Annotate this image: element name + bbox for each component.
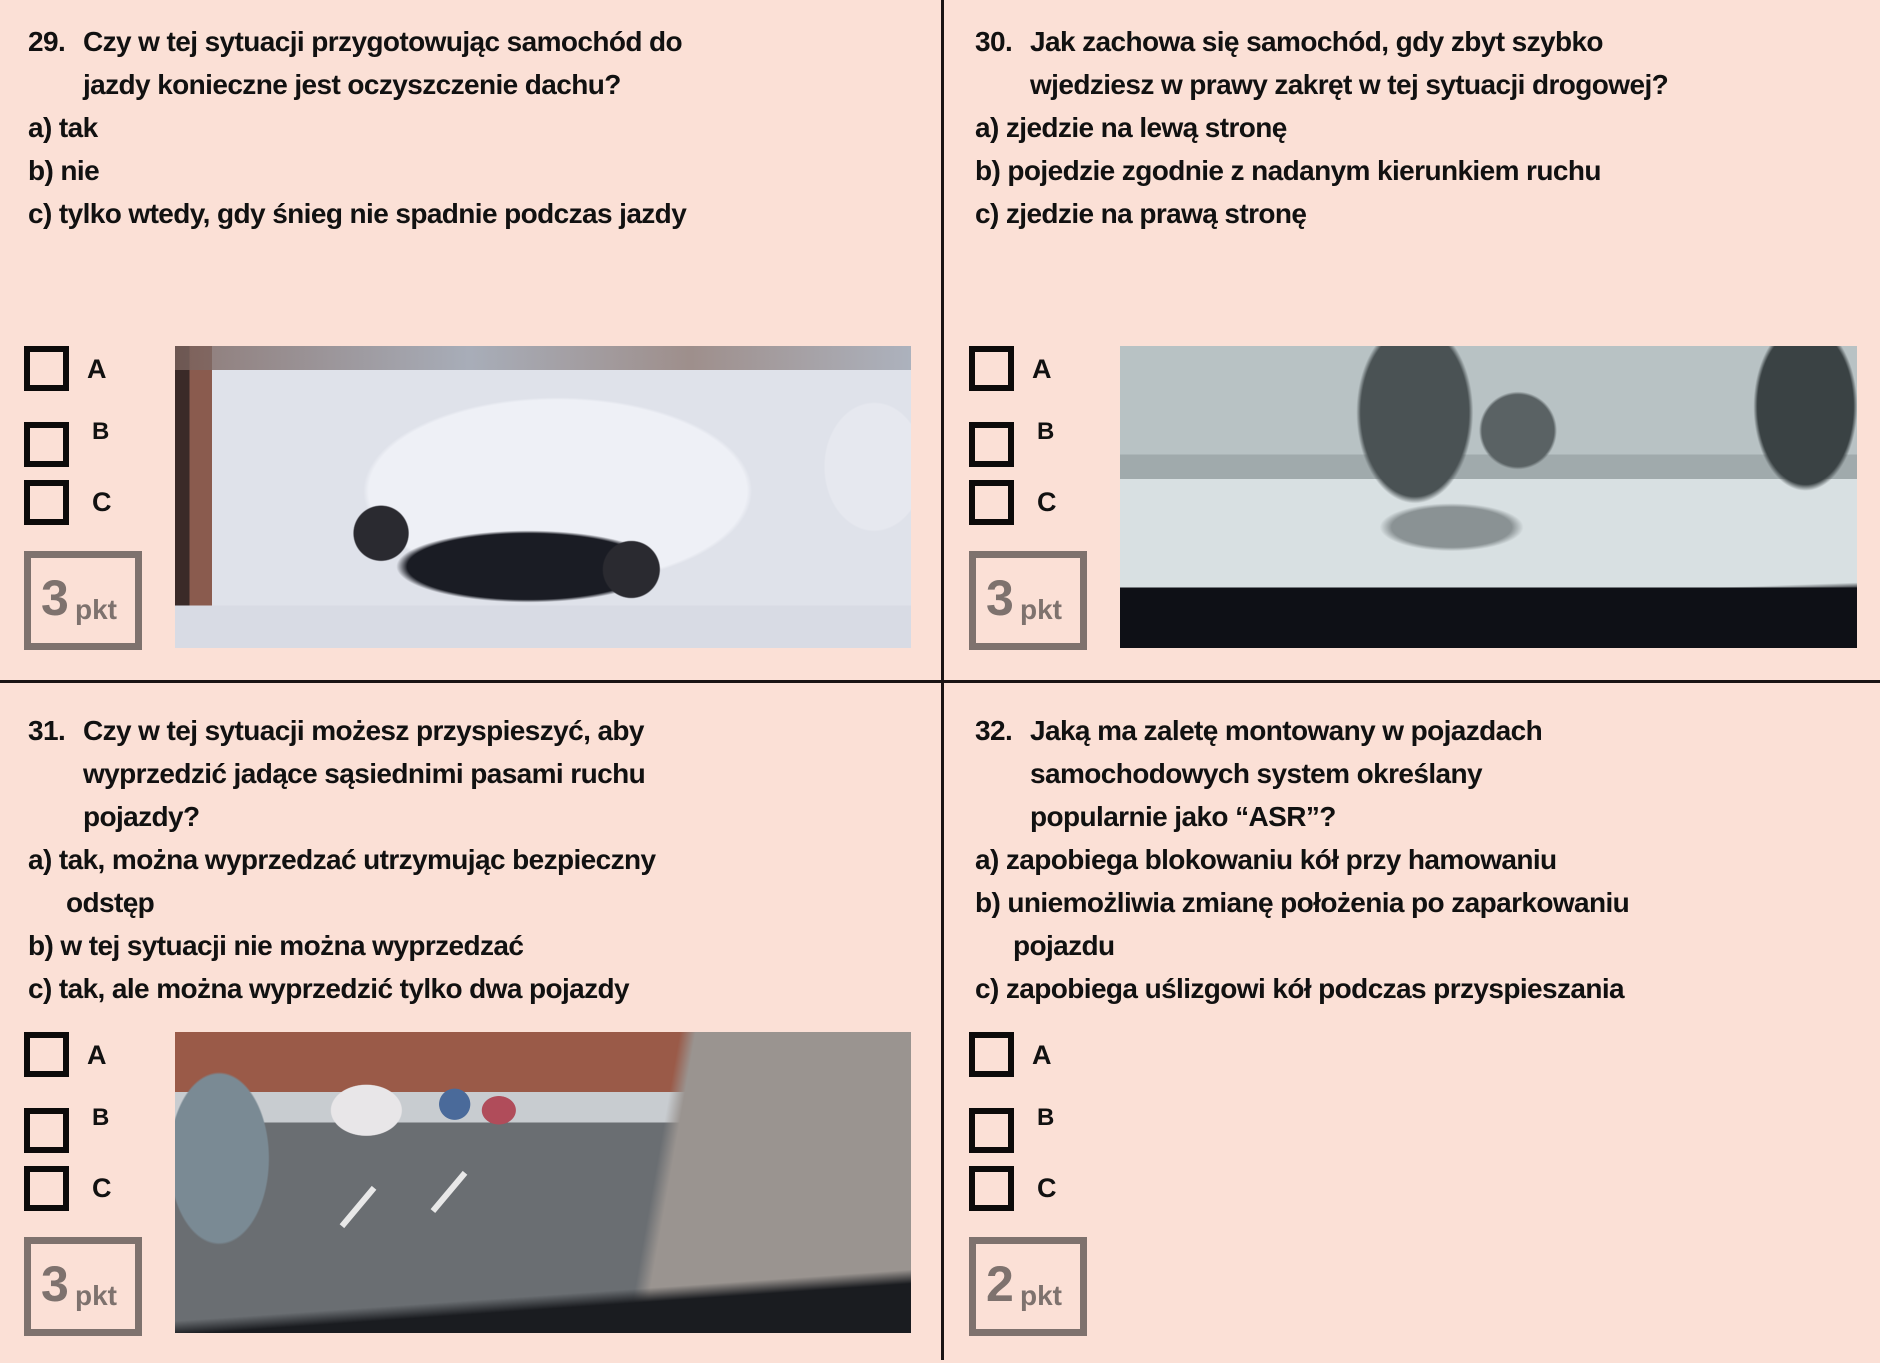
checkbox-label-c: C [92, 487, 112, 517]
answer-b-row[interactable] [24, 418, 154, 467]
option-a: a) tak, można wyprzedzać utrzymując bezpieczny [28, 844, 656, 875]
question-first-line [28, 709, 656, 752]
points-unit: pkt [75, 594, 117, 625]
points-badge [24, 551, 142, 650]
question-number: 31. [28, 715, 66, 746]
option-a: a) zapobiega blokowaniu kół przy hamowaniu [975, 844, 1557, 875]
checkbox-label-a: A [1032, 1040, 1052, 1070]
question-31-card [0, 683, 941, 1363]
checkbox-label-a: A [1032, 354, 1052, 384]
answer-c-row[interactable] [24, 480, 154, 525]
answer-a-row[interactable] [969, 1032, 1099, 1077]
checkbox-b[interactable] [24, 422, 69, 467]
checkbox-label-c: C [92, 1173, 112, 1203]
question-32-card [944, 683, 1880, 1363]
checkbox-c[interactable] [24, 480, 69, 525]
checkbox-label-b: B [1037, 418, 1055, 445]
checkbox-b[interactable] [969, 422, 1014, 467]
question-29-text [28, 20, 686, 235]
checkbox-b[interactable] [969, 1108, 1014, 1153]
question-number: 29. [28, 26, 66, 57]
question-number: 32. [975, 715, 1013, 746]
checkbox-a[interactable] [969, 346, 1014, 391]
checkbox-label-a: A [87, 1040, 107, 1070]
question-first-line [975, 20, 1668, 63]
question-first-line [975, 709, 1629, 752]
answer-a-row[interactable] [969, 346, 1099, 391]
question-line: samochodowych system określany [1030, 758, 1482, 789]
option-c: c) zjedzie na prawą stronę [975, 198, 1307, 229]
option-b: b) uniemożliwia zmianę położenia po zaparkowaniu [975, 887, 1630, 918]
question-29-card [0, 0, 941, 680]
points-value: 3 [41, 570, 69, 626]
option-b: b) nie [28, 155, 100, 186]
checkbox-a[interactable] [24, 346, 69, 391]
points-unit: pkt [1020, 594, 1062, 625]
checkbox-c[interactable] [24, 1166, 69, 1211]
checkbox-label-b: B [92, 418, 110, 445]
question-line: popularnie jako “ASR”? [1030, 801, 1336, 832]
question-line: pojazdy? [83, 801, 200, 832]
option-a-continued: odstęp [66, 887, 155, 918]
checkbox-c[interactable] [969, 480, 1014, 525]
question-number: 30. [975, 26, 1013, 57]
answer-c-row[interactable] [969, 1166, 1099, 1211]
question-line: wyprzedzić jadące sąsiednimi pasami ruchu [83, 758, 646, 789]
answer-c-row[interactable] [969, 480, 1099, 525]
option-c: c) zapobiega uślizgowi kół podczas przyspieszania [975, 973, 1624, 1004]
question-line: Jak zachowa się samochód, gdy zbyt szybko [1030, 26, 1603, 57]
checkbox-label-a: A [87, 354, 107, 384]
answer-b-row[interactable] [969, 418, 1099, 467]
question-line: jazdy konieczne jest oczyszczenie dachu? [83, 69, 621, 100]
photo-city-traffic [175, 1032, 911, 1333]
option-a: a) tak [28, 112, 98, 143]
points-badge [969, 1237, 1087, 1336]
option-b: b) pojedzie zgodnie z nadanym kierunkiem ruchu [975, 155, 1601, 186]
points-badge [24, 1237, 142, 1336]
question-line: Czy w tej sytuacji przygotowując samochód do [83, 26, 683, 57]
photo-snowy-road [1120, 346, 1857, 648]
checkbox-c[interactable] [969, 1166, 1014, 1211]
question-31-text [28, 709, 656, 1010]
answer-c-row[interactable] [24, 1166, 154, 1211]
points-badge [969, 551, 1087, 650]
answer-a-row[interactable] [24, 1032, 154, 1077]
checkbox-label-b: B [92, 1104, 110, 1131]
points-value: 2 [986, 1256, 1014, 1312]
answer-b-row[interactable] [969, 1104, 1099, 1153]
checkbox-a[interactable] [24, 1032, 69, 1077]
question-first-line [28, 20, 686, 63]
question-32-text [975, 709, 1629, 1010]
points-unit: pkt [75, 1280, 117, 1311]
question-line: Jaką ma zaletę montowany w pojazdach [1030, 715, 1543, 746]
checkbox-b[interactable] [24, 1108, 69, 1153]
checkbox-label-b: B [1037, 1104, 1055, 1131]
option-b-continued: pojazdu [1013, 930, 1115, 961]
points-unit: pkt [1020, 1280, 1062, 1311]
option-c: c) tak, ale można wyprzedzić tylko dwa pojazdy [28, 973, 630, 1004]
question-30-card [944, 0, 1880, 680]
checkbox-label-c: C [1037, 1173, 1057, 1203]
answer-a-row[interactable] [24, 346, 154, 391]
answer-b-row[interactable] [24, 1104, 154, 1153]
option-c: c) tylko wtedy, gdy śnieg nie spadnie podczas jazdy [28, 198, 687, 229]
photo-snow-covered-car [175, 346, 911, 648]
option-a: a) zjedzie na lewą stronę [975, 112, 1287, 143]
points-value: 3 [41, 1256, 69, 1312]
checkbox-a[interactable] [969, 1032, 1014, 1077]
question-line: Czy w tej sytuacji możesz przyspieszyć, aby [83, 715, 644, 746]
question-30-text [975, 20, 1668, 235]
question-line: wjedziesz w prawy zakręt w tej sytuacji drogowej? [1030, 69, 1669, 100]
points-value: 3 [986, 570, 1014, 626]
option-b: b) w tej sytuacji nie można wyprzedzać [28, 930, 524, 961]
checkbox-label-c: C [1037, 487, 1057, 517]
